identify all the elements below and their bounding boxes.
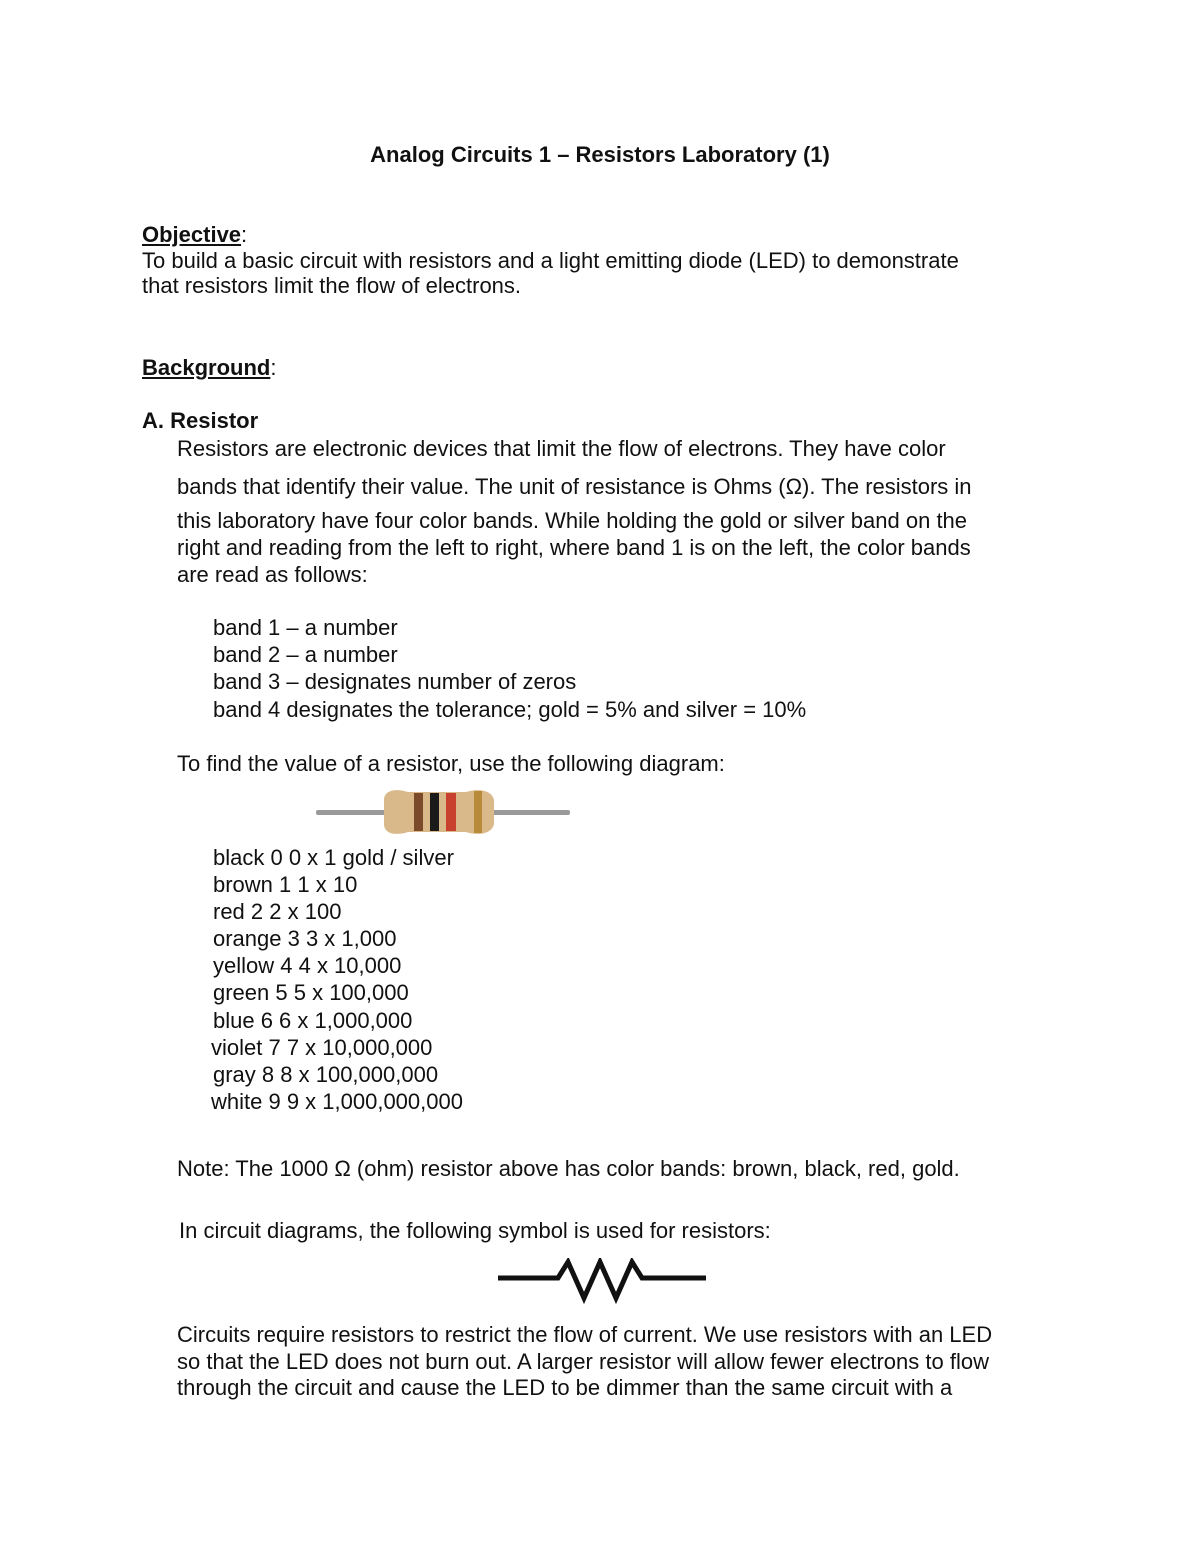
- resistor-band-3: [446, 793, 456, 831]
- closing-line-2: so that the LED does not burn out. A larger resistor will allow fewer electrons to flow: [177, 1349, 989, 1374]
- symbol-intro: In circuit diagrams, the following symbol is used for resistors:: [179, 1218, 771, 1243]
- resistor-note: Note: The 1000 Ω (ohm) resistor above has color bands: brown, black, red, gold.: [177, 1156, 960, 1181]
- resistor-symbol-icon: [498, 1258, 708, 1304]
- background-heading: Background: [142, 355, 271, 380]
- resistor-band-1: [414, 793, 423, 831]
- band-item-3: band 3 – designates number of zeros: [213, 669, 577, 694]
- page-title: Analog Circuits 1 – Resistors Laboratory (1): [370, 142, 830, 167]
- color-row-blue: blue 6 6 x 1,000,000: [213, 1008, 413, 1033]
- color-row-white: white 9 9 x 1,000,000,000: [211, 1089, 463, 1114]
- objective-colon: :: [241, 222, 248, 247]
- resistor-intro-line-4: right and reading from the left to right, where band 1 is on the left, the color bands: [177, 535, 971, 560]
- diagram-intro: To find the value of a resistor, use the following diagram:: [177, 751, 725, 776]
- resistor-intro-line-3: this laboratory have four color bands. While holding the gold or silver band on the: [177, 508, 968, 533]
- color-row-violet: violet 7 7 x 10,000,000: [211, 1035, 433, 1060]
- color-row-brown: brown 1 1 x 10: [213, 872, 358, 897]
- resistor-intro-line-5: are read as follows:: [177, 562, 368, 587]
- objective-line-1: To build a basic circuit with resistors and a light emitting diode (LED) to demonstrate: [142, 248, 959, 273]
- band-item-2: band 2 – a number: [213, 642, 398, 667]
- resistor-intro-line-1: Resistors are electronic devices that limit the flow of electrons. They have color: [177, 436, 946, 461]
- color-row-gray: gray 8 8 x 100,000,000: [213, 1062, 439, 1087]
- resistor-band-4: [474, 791, 482, 833]
- color-row-green: green 5 5 x 100,000: [213, 980, 409, 1005]
- resistor-intro-line-2: bands that identify their value. The unit of resistance is Ohms (Ω). The resistors in: [177, 474, 972, 499]
- objective-heading-line: [142, 222, 247, 248]
- color-row-black: black 0 0 x 1 gold / silver: [213, 845, 454, 870]
- background-colon: :: [270, 355, 277, 380]
- objective-line-2: that resistors limit the flow of electrons.: [142, 273, 522, 298]
- background-heading-line: [142, 355, 276, 381]
- closing-line-1: Circuits require resistors to restrict the flow of current. We use resistors with an LED: [177, 1322, 993, 1347]
- color-row-orange: orange 3 3 x 1,000: [213, 926, 397, 951]
- resistor-band-2: [430, 793, 439, 831]
- objective-heading: Objective: [142, 222, 242, 247]
- color-row-red: red 2 2 x 100: [213, 899, 342, 924]
- color-row-yellow: yellow 4 4 x 10,000: [213, 953, 402, 978]
- band-item-4: band 4 designates the tolerance; gold = 5% and silver = 10%: [213, 697, 807, 722]
- resistor-section-heading: A. Resistor: [142, 408, 259, 433]
- resistor-photo: [316, 786, 570, 842]
- closing-line-3: through the circuit and cause the LED to be dimmer than the same circuit with a: [177, 1375, 953, 1400]
- band-item-1: band 1 – a number: [213, 615, 398, 640]
